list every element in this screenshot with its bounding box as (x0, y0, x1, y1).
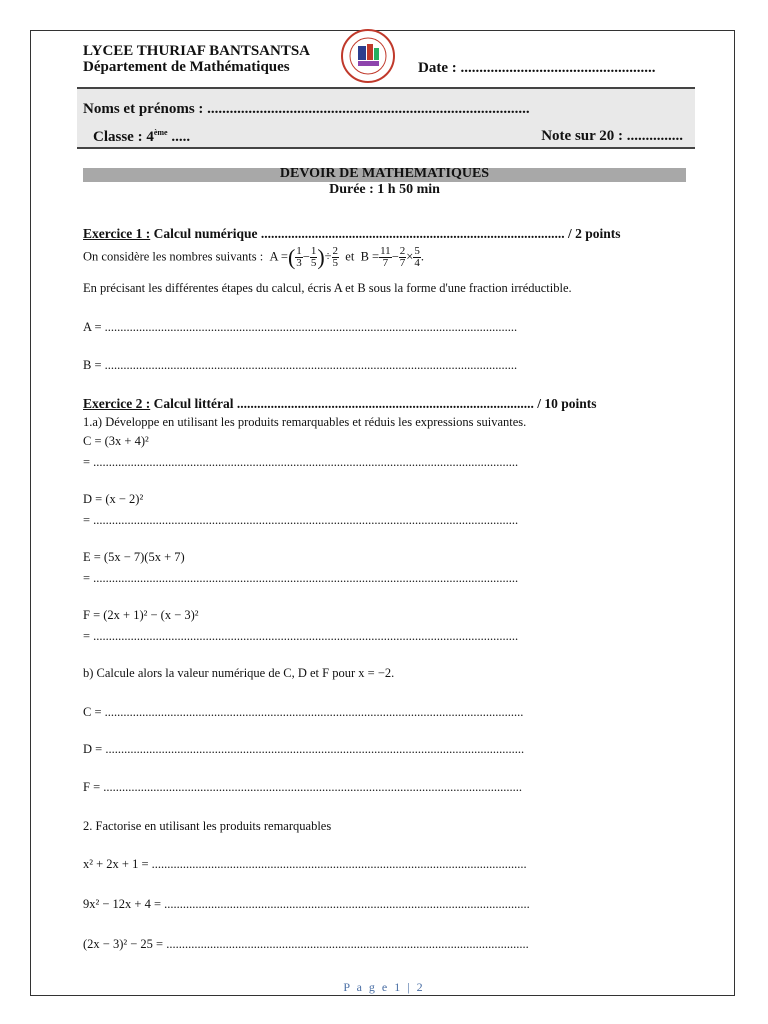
expression-d: D = (x − 2)² (83, 492, 144, 506)
question-1b: b) Calcule alors la valeur numérique de C, D et F pour x = −2. (83, 666, 395, 680)
exam-title: DEVOIR DE MATHEMATIQUES (279, 166, 490, 181)
exercise-1-instruction: En précisant les différentes étapes du calcul, écris A et B sous la forme d'une fraction irréductible. (83, 281, 572, 295)
answer-line-c[interactable]: = ........................................................................................................................................ (83, 455, 519, 469)
names-field[interactable]: Noms et prénoms : ...................................................................................... (83, 101, 530, 117)
value-d-line[interactable]: D = ...................................................................................................................................... (83, 742, 525, 756)
exercise-2-heading: Exercice 2 : Calcul littéral ........................................................................................ / 10 points (83, 396, 597, 411)
answer-b-line[interactable]: B = .................................................................................................................................... (83, 358, 518, 372)
answer-line-e[interactable]: = ........................................................................................................................................ (83, 571, 519, 585)
department-name: Département de Mathématiques (83, 59, 290, 75)
expression-f: F = (2x + 1)² − (x − 3)² (83, 608, 199, 622)
date-field[interactable]: Date : .................................................... (418, 60, 656, 76)
answer-a-line[interactable]: A = .................................................................................................................................... (83, 320, 518, 334)
value-f-line[interactable]: F = ...................................................................................................................................... (83, 780, 523, 794)
note-field[interactable]: Note sur 20 : ............... (541, 128, 683, 144)
answer-line-f[interactable]: = ........................................................................................................................................ (83, 629, 519, 643)
classe-field[interactable]: Classe : 4ème ..... (93, 128, 191, 145)
expression-c: C = (3x + 4)² (83, 434, 149, 448)
school-logo (340, 28, 396, 84)
exercise-1-intro: On considère les nombres suivants : A =( $\frac{1}{3}$ − $\frac{1}{5}$ )÷ $\frac{2}{5}$ et B = $\frac{11}{7}$ − $\frac{2}{7}$ × $\frac{5}{4}$ . (83, 244, 424, 270)
exam-duration: Durée : 1 h 50 min (329, 182, 440, 197)
factor-line-3[interactable]: (2x − 3)² − 25 = .................................................................................................................... (83, 937, 529, 951)
question-1a: 1.a) Développe en utilisant les produits remarquables et réduis les expressions suivantes. (83, 415, 527, 429)
question-2: 2. Factorise en utilisant les produits remarquables (83, 819, 332, 833)
answer-line-d[interactable]: = ........................................................................................................................................ (83, 513, 519, 527)
page-number: P a g e 1 | 2 (343, 980, 425, 994)
exercise-1-heading: Exercice 1 : Calcul numérique .......................................................................................... / 2 points (83, 226, 621, 241)
student-identity-box (77, 87, 695, 149)
expression-e: E = (5x − 7)(5x + 7) (83, 550, 185, 564)
value-c-line[interactable]: C = ...................................................................................................................................... (83, 705, 524, 719)
school-name: LYCEE THURIAF BANTSANTSA (83, 43, 311, 59)
factor-line-1[interactable]: x² + 2x + 1 = ........................................................................................................................ (83, 857, 527, 871)
factor-line-2[interactable]: 9x² − 12x + 4 = ..................................................................................................................... (83, 897, 530, 911)
